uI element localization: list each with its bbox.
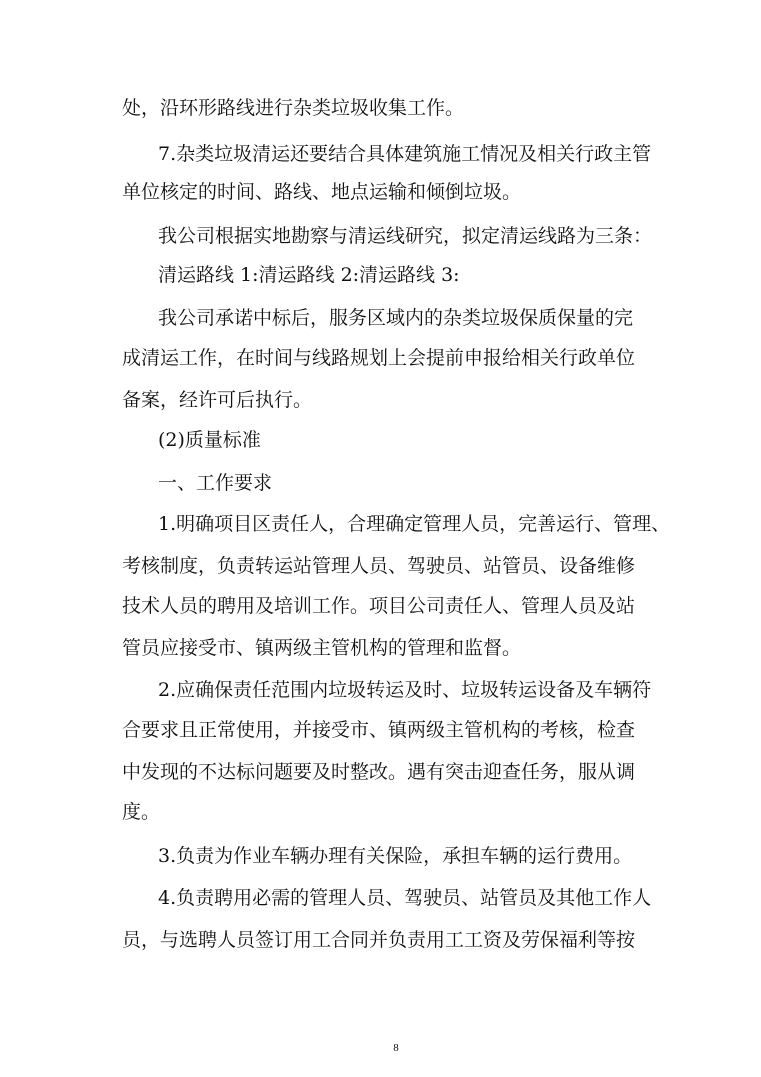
text-line: 3.负责为作业车辆办理有关保险，承担车辆的运行费用。 — [158, 845, 633, 867]
subsection-heading: 一、工作要求 — [158, 472, 273, 494]
text-line: 我公司根据实地勘察与清运线研究，拟定清运线路为三条： — [158, 225, 653, 247]
text-line: 1.明确项目区责任人，合理确定管理人员，完善运行、管理、 — [158, 513, 671, 535]
text-line: 度。 — [122, 801, 161, 823]
text-line: 成清运工作，在时间与线路规划上会提前申报给相关行政单位 — [122, 347, 636, 369]
text-line: 合要求且正常使用，并接受市、镇两级主管机构的考核，检查 — [122, 719, 636, 741]
text-line: 我公司承诺中标后，服务区域内的杂类垃圾保质保量的完 — [158, 307, 634, 329]
text-line: 备案，经许可后执行。 — [122, 389, 313, 411]
text-line: 7.杂类垃圾清运还要结合具体建筑施工情况及相关行政主管 — [158, 143, 652, 165]
page-number: 8 — [393, 1042, 399, 1054]
text-line: 处，沿环形路线进行杂类垃圾收集工作。 — [122, 97, 465, 119]
text-line: 清运路线 1:清运路线 2:清运路线 3: — [158, 264, 460, 286]
section-heading: (2)质量标准 — [158, 429, 261, 451]
text-line: 技术人员的聘用及培训工作。项目公司责任人、管理人员及站 — [122, 595, 636, 617]
text-line: 中发现的不达标问题要及时整改。遇有突击迎查任务，服从调 — [122, 761, 636, 783]
text-line: 员，与选聘人员签订用工合同并负责用工工资及劳保福利等按 — [122, 929, 636, 951]
text-line: 考核制度，负责转运站管理人员、驾驶员、站管员、设备维修 — [122, 555, 636, 577]
text-line: 管员应接受市、镇两级主管机构的管理和监督。 — [122, 637, 522, 659]
text-line: 单位核定的时间、路线、地点运输和倾倒垃圾。 — [122, 181, 522, 203]
text-line: 4.负责聘用必需的管理人员、驾驶员、站管员及其他工作人 — [158, 887, 652, 909]
text-line: 2.应确保责任范围内垃圾转运及时、垃圾转运设备及车辆符 — [158, 679, 652, 701]
